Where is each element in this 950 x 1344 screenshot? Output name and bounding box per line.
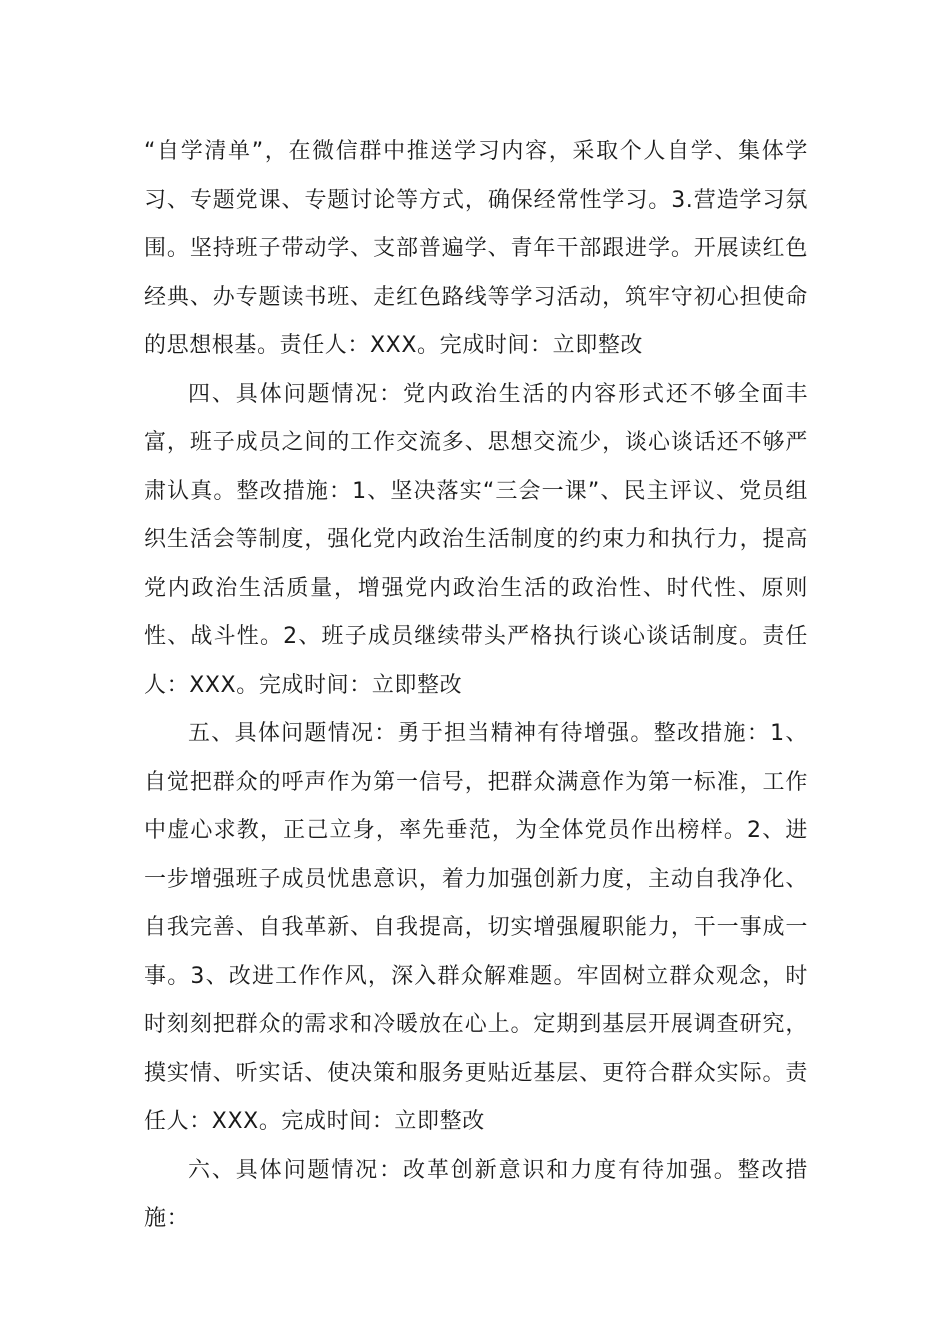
paragraph-item-six: 六、具体问题情况：改革创新意识和力度有待加强。整改措施： — [144, 1157, 808, 1231]
paragraph-item-five: 五、具体问题情况：勇于担当精神有待增强。整改措施：1、自觉把群众的呼声作为第一信号，把群众满意作为第一标准，工作中虚心求教，正己立身，率先垂范，为全体党员作出榜样。2、进一步增强班子成员忧患意识，着力加强创新力度，主动自我净化、自我完善、自我革新、自我提高，切实增强履职能力，干一事成一事。3、改进工作作风，深入群众解难题。牢固树立群众观念，时时刻刻把群众的需求和冷暖放在心上。定期到基层开展调查研究，摸实情、听实话、使决策和服务更贴近基层、更符合群众实际。责任人：XXX。完成时间：立即整改 — [144, 721, 808, 1134]
document-body — [144, 128, 808, 1244]
paragraph-item-four: 四、具体问题情况：党内政治生活的内容形式还不够全面丰富，班子成员之间的工作交流多、思想交流少，谈心谈话还不够严肃认真。整改措施：1、坚决落实“三会一课”、民主评议、党员组织生活会等制度，强化党内政治生活制度的约束力和执行力，提高党内政治生活质量，增强党内政治生活的政治性、时代性、原则性、战斗性。2、班子成员继续带头严格执行谈心谈话制度。责任人：XXX。完成时间：立即整改 — [144, 381, 808, 698]
paragraph-study-list: “自学清单”，在微信群中推送学习内容，采取个人自学、集体学习、专题党课、专题讨论等方式，确保经常性学习。3.营造学习氛围。坚持班子带动学、支部普遍学、青年干部跟进学。开展读红色经典、办专题读书班、走红色路线等学习活动，筑牢守初心担使命的思想根基。责任人：XXX。完成时间：立即整改 — [144, 139, 808, 358]
